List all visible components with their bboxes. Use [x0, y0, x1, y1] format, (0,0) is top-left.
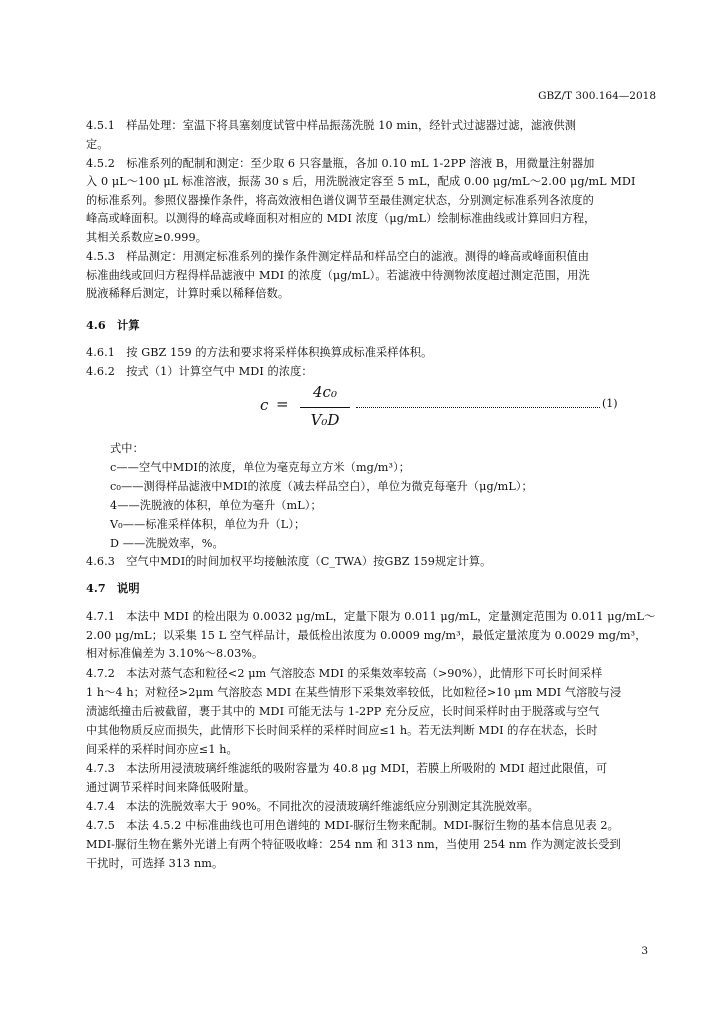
- formula-fraction: [300, 383, 350, 429]
- formula-1: [260, 383, 630, 435]
- text-line: 标准曲线或回归方程得样品滤液中 MDI 的浓度（μg/mL）。若滤液中待测物浓度超过测定范围，用洗: [86, 269, 590, 282]
- text-line: 渍滤纸撞击后被截留，裹于其中的 MDI 可能无法与 1-2PP 充分反应，长时间采样时由于脱落或与空气: [86, 705, 600, 718]
- section-heading: 4.7 说明: [86, 581, 140, 595]
- text-line: 间采样的采样时间亦应≤1 h。: [86, 743, 238, 756]
- text-line: 其相关系数应≥0.999。: [86, 231, 208, 244]
- text-line: 2.00 μg/mL；以采集 15 L 空气样品计，最低检出浓度为 0.0009 mg/m³，最低定量浓度为 0.0029 mg/m³，: [86, 629, 647, 642]
- text-line: 4.5.1 样品处理：室温下将具塞刻度试管中样品振荡洗脱 10 min，经针式过滤器过滤，滤液供测: [86, 119, 577, 132]
- text-line: 脱液稀释后测定，计算时乘以稀释倍数。: [86, 287, 290, 300]
- formula-lhs: c: [260, 396, 269, 414]
- variable-definition: V₀——标准采样体积，单位为升（L）；: [110, 518, 306, 531]
- dot-leader: [356, 401, 600, 408]
- text-line: 通过调节采样时间来降低吸附量。: [86, 781, 256, 794]
- text-line: 峰高或峰面积。以测得的峰高或峰面积对相应的 MDI 浓度（μg/mL）绘制标准曲线或计算回归方程，: [86, 212, 596, 225]
- page-number: 3: [641, 945, 648, 957]
- section-heading: 4.6 计算: [86, 318, 140, 332]
- text-line: 的标准系列。参照仪器操作条件，将高效液相色谱仪调节至最佳测定状态，分别测定标准系列各浓度的: [86, 194, 594, 207]
- text-line: 4.7.5 本法 4.5.2 中标准曲线也可用色谱纯的 MDI-脲衍生物来配制。MDI-脲衍生物的基本信息见表 2。: [86, 819, 619, 832]
- formula-equals: =: [276, 395, 289, 413]
- text-line: 4.7.3 本法所用浸渍玻璃纤维滤纸的吸附容量为 40.8 μg MDI，若膜上所吸附的 MDI 超过此限值，可: [86, 762, 608, 775]
- text-line: 式中：: [110, 442, 144, 455]
- text-line: 干扰时，可选择 313 nm。: [86, 857, 224, 870]
- standard-code: GBZ/T 300.164—2018: [538, 90, 656, 102]
- text-line: 4.5.3 样品测定：用测定标准系列的操作条件测定样品和样品空白的滤液。测得的峰高或峰面积值由: [86, 250, 590, 263]
- text-line: 相对标准偏差为 3.10%～8.03%。: [86, 647, 264, 660]
- text-line: 中其他物质反应而损失，此情形下长时间采样的采样时间应≤1 h。若无法判断 MDI 的存在状态，长时: [86, 724, 598, 737]
- text-line: 入 0 μL～100 μL 标准溶液，振荡 30 s 后，用洗脱液定容至 5 mL，配成 0.00 μg/mL～2.00 μg/mL MDI: [86, 175, 636, 188]
- formula-numerator: 4c₀: [313, 383, 337, 401]
- text-line: MDI-脲衍生物在紫外光谱上有两个特征吸收峰：254 nm 和 313 nm，当使用 254 nm 作为测定波长受到: [86, 838, 621, 851]
- variable-definition: c₀——测得样品滤液中MDI的浓度（减去样品空白），单位为微克每毫升（μg/mL）；: [110, 480, 533, 493]
- text-line: 4.7.1 本法中 MDI 的检出限为 0.0032 μg/mL，定量下限为 0.011 μg/mL，定量测定范围为 0.011 μg/mL～: [86, 610, 656, 623]
- text-line: 4.6.1 按 GBZ 159 的方法和要求将采样体积换算成标准采样体积。: [86, 346, 433, 359]
- formula-denominator: V₀D: [310, 411, 340, 429]
- text-line: 1 h～4 h；对粒径>2μm 气溶胶态 MDI 在某些情形下采集效率较低，比如粒径>10 μm MDI 气溶胶与浸: [86, 686, 622, 699]
- text-line: 4.7.4 本法的洗脱效率大于 90%。不同批次的浸渍玻璃纤维滤纸应分别测定其洗脱效率。: [86, 800, 539, 813]
- variable-definition: c——空气中MDI的浓度，单位为毫克每立方米（mg/m³）；: [110, 461, 411, 474]
- fraction-bar: [300, 407, 350, 408]
- text-line: 定。: [86, 138, 109, 151]
- text-line: 4.6.2 按式（1）计算空气中 MDI 的浓度：: [86, 365, 313, 378]
- text-line: 4.5.2 标准系列的配制和测定：至少取 6 只容量瓶，各加 0.10 mL 1-2PP 溶液 B，用微量注射器加: [86, 157, 595, 170]
- variable-definition: D ——洗脱效率，%。: [110, 537, 224, 550]
- variable-definition: 4——洗脱液的体积，单位为毫升（mL）；: [110, 499, 322, 512]
- formula-number: (1): [602, 397, 618, 410]
- text-line: 4.6.3 空气中MDI的时间加权平均接触浓度（C_TWA）按GBZ 159规定计算。: [86, 555, 492, 568]
- text-line: 4.7.2 本法对蒸气态和粒径<2 μm 气溶胶态 MDI 的采集效率较高（>90%），此情形下可长时间采样: [86, 667, 603, 680]
